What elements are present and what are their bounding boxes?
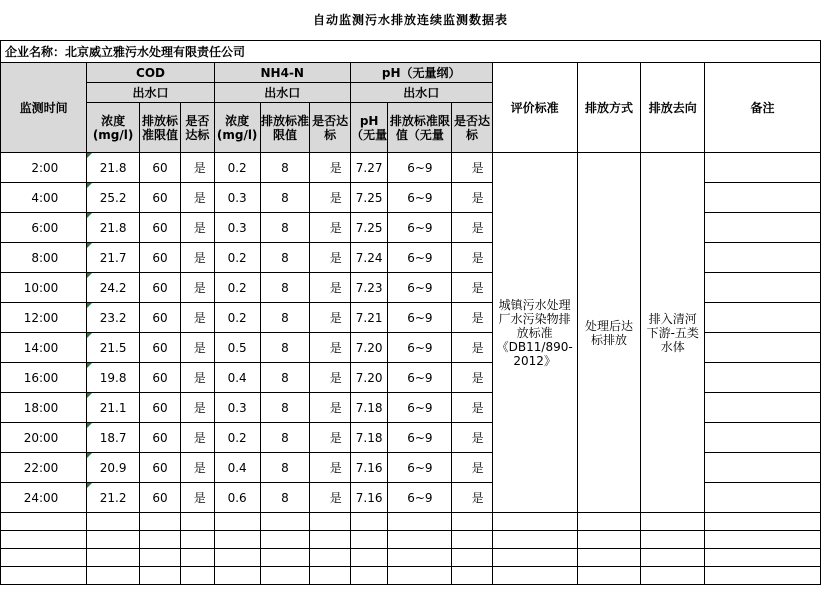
empty-cell[interactable] <box>214 531 260 549</box>
empty-cell[interactable] <box>87 513 140 531</box>
header-nh4n-conc: 浓度 (mg/l) <box>214 103 260 153</box>
cell-ph-limit[interactable]: 6~9 <box>388 393 452 423</box>
empty-cell[interactable] <box>181 549 215 567</box>
cell-cod-ok[interactable]: 是 <box>181 363 215 393</box>
cell-ph[interactable]: 7.20 <box>350 363 388 393</box>
cell-time[interactable]: 8:00 <box>1 243 87 273</box>
empty-cell[interactable] <box>577 567 641 585</box>
cell-nh4-limit[interactable]: 8 <box>260 243 310 273</box>
cell-ph-limit[interactable]: 6~9 <box>388 153 452 183</box>
empty-cell[interactable] <box>577 513 641 531</box>
cell-nh4[interactable]: 0.2 <box>214 273 260 303</box>
cell-cod-ok[interactable]: 是 <box>181 213 215 243</box>
cell-marker-icon <box>87 213 92 218</box>
cell-nh4-ok[interactable]: 是 <box>310 393 350 423</box>
header-standard: 评价标准 <box>492 63 577 153</box>
cell-ph[interactable]: 7.23 <box>350 273 388 303</box>
cell-nh4-limit[interactable]: 8 <box>260 213 310 243</box>
empty-cell[interactable] <box>181 513 215 531</box>
empty-row <box>1 549 821 567</box>
cell-nh4[interactable]: 0.2 <box>214 303 260 333</box>
cell-time[interactable]: 18:00 <box>1 393 87 423</box>
cell-remarks[interactable] <box>705 153 821 183</box>
cell-nh4-ok[interactable]: 是 <box>310 483 350 513</box>
cell-nh4-limit[interactable]: 8 <box>260 333 310 363</box>
empty-cell[interactable] <box>1 513 87 531</box>
cell-ph-limit[interactable]: 6~9 <box>388 423 452 453</box>
header-method: 排放方式 <box>577 63 641 153</box>
empty-cell[interactable] <box>388 531 452 549</box>
cell-nh4-limit[interactable]: 8 <box>260 393 310 423</box>
empty-cell[interactable] <box>214 549 260 567</box>
empty-cell[interactable] <box>705 531 821 549</box>
cell-nh4-limit[interactable]: 8 <box>260 483 310 513</box>
cell-cod-ok[interactable]: 是 <box>181 303 215 333</box>
cell-nh4-ok[interactable]: 是 <box>310 363 350 393</box>
cell-nh4-ok[interactable]: 是 <box>310 153 350 183</box>
empty-cell[interactable] <box>181 567 215 585</box>
cell-time[interactable]: 12:00 <box>1 303 87 333</box>
cell-remarks[interactable] <box>705 393 821 423</box>
cell-nh4-ok[interactable]: 是 <box>310 273 350 303</box>
empty-cell[interactable] <box>87 531 140 549</box>
empty-cell[interactable] <box>388 567 452 585</box>
cell-ph[interactable]: 7.18 <box>350 393 388 423</box>
cell-remarks[interactable] <box>705 273 821 303</box>
empty-cell[interactable] <box>260 513 310 531</box>
cell-cod-ok[interactable]: 是 <box>181 153 215 183</box>
cell-nh4[interactable]: 0.6 <box>214 483 260 513</box>
cell-cod-limit[interactable]: 60 <box>139 453 180 483</box>
header-nh4n: NH4-N <box>214 63 350 83</box>
header-time: 监测时间 <box>1 63 87 153</box>
empty-cell[interactable] <box>350 549 388 567</box>
cell-cod[interactable]: 21.2 <box>87 483 140 513</box>
cell-marker-icon <box>87 423 92 428</box>
cell-time[interactable]: 10:00 <box>1 273 87 303</box>
cell-ph-ok[interactable]: 是 <box>452 213 492 243</box>
empty-cell[interactable] <box>260 531 310 549</box>
cell-time[interactable]: 4:00 <box>1 183 87 213</box>
cell-nh4[interactable]: 0.2 <box>214 153 260 183</box>
empty-cell[interactable] <box>139 513 180 531</box>
empty-cell[interactable] <box>492 549 577 567</box>
empty-row <box>1 567 821 585</box>
empty-cell[interactable] <box>310 513 350 531</box>
cell-ph-limit[interactable]: 6~9 <box>388 303 452 333</box>
cell-nh4-ok[interactable]: 是 <box>310 423 350 453</box>
cell-ph-ok[interactable]: 是 <box>452 393 492 423</box>
empty-cell[interactable] <box>350 531 388 549</box>
cell-marker-icon <box>87 303 92 308</box>
cell-nh4-limit[interactable]: 8 <box>260 183 310 213</box>
cell-nh4-ok[interactable]: 是 <box>310 333 350 363</box>
header-ph-value: pH（无量 <box>350 103 388 153</box>
header-remarks: 备注 <box>705 63 821 153</box>
cell-cod[interactable]: 24.2 <box>87 273 140 303</box>
cell-nh4-ok[interactable]: 是 <box>310 213 350 243</box>
cell-ph[interactable]: 7.16 <box>350 483 388 513</box>
cell-marker-icon <box>87 393 92 398</box>
cell-time[interactable]: 20:00 <box>1 423 87 453</box>
cell-ph-ok[interactable]: 是 <box>452 183 492 213</box>
cell-nh4[interactable]: 0.2 <box>214 423 260 453</box>
cell-time[interactable]: 2:00 <box>1 153 87 183</box>
cell-ph-limit[interactable]: 6~9 <box>388 183 452 213</box>
cell-ph-limit[interactable]: 6~9 <box>388 453 452 483</box>
empty-cell[interactable] <box>452 531 492 549</box>
empty-cell[interactable] <box>87 567 140 585</box>
cell-remarks[interactable] <box>705 453 821 483</box>
header-cod-conc: 浓度 (mg/l) <box>87 103 140 153</box>
header-ph-outlet: 出水口 <box>350 83 492 103</box>
header-nh4n-outlet: 出水口 <box>214 83 350 103</box>
cell-cod-limit[interactable]: 60 <box>139 183 180 213</box>
cell-nh4-ok[interactable]: 是 <box>310 243 350 273</box>
header-nh4n-compliant: 是否达标 <box>310 103 350 153</box>
cell-ph-ok[interactable]: 是 <box>452 423 492 453</box>
cell-remarks[interactable] <box>705 243 821 273</box>
cell-marker-icon <box>87 483 92 488</box>
cell-cod-limit[interactable]: 60 <box>139 363 180 393</box>
empty-cell[interactable] <box>350 567 388 585</box>
cell-nh4[interactable]: 0.3 <box>214 183 260 213</box>
empty-cell[interactable] <box>705 567 821 585</box>
cell-ph-ok[interactable]: 是 <box>452 333 492 363</box>
empty-cell[interactable] <box>705 513 821 531</box>
cell-nh4-ok[interactable]: 是 <box>310 453 350 483</box>
empty-cell[interactable] <box>577 549 641 567</box>
company-name: 北京威立雅污水处理有限责任公司 <box>65 44 246 59</box>
empty-cell[interactable] <box>260 567 310 585</box>
empty-cell[interactable] <box>214 567 260 585</box>
cell-cod[interactable]: 23.2 <box>87 303 140 333</box>
cell-cod[interactable]: 19.8 <box>87 363 140 393</box>
cell-ph-limit[interactable]: 6~9 <box>388 213 452 243</box>
cell-cod[interactable]: 21.7 <box>87 243 140 273</box>
cell-cod[interactable]: 21.8 <box>87 153 140 183</box>
empty-cell[interactable] <box>139 567 180 585</box>
header-cod-limit: 排放标准限值 <box>139 103 180 153</box>
cell-remarks[interactable] <box>705 333 821 363</box>
cell-nh4-limit[interactable]: 8 <box>260 453 310 483</box>
cell-cod-limit[interactable]: 60 <box>139 333 180 363</box>
cell-cod[interactable]: 20.9 <box>87 453 140 483</box>
empty-cell[interactable] <box>139 531 180 549</box>
header-nh4n-limit: 排放标准限值 <box>260 103 310 153</box>
empty-cell[interactable] <box>452 567 492 585</box>
empty-cell[interactable] <box>641 549 705 567</box>
cell-ph-ok[interactable]: 是 <box>452 243 492 273</box>
header-ph: pH（无量纲） <box>350 63 492 83</box>
cell-time[interactable]: 22:00 <box>1 453 87 483</box>
cell-cod-ok[interactable]: 是 <box>181 243 215 273</box>
cell-ph[interactable]: 7.20 <box>350 333 388 363</box>
cell-nh4-ok[interactable]: 是 <box>310 183 350 213</box>
cell-ph[interactable]: 7.27 <box>350 153 388 183</box>
empty-cell[interactable] <box>641 531 705 549</box>
cell-ph-limit[interactable]: 6~9 <box>388 483 452 513</box>
empty-cell[interactable] <box>641 513 705 531</box>
empty-cell[interactable] <box>181 531 215 549</box>
header-ph-compliant: 是否达标 <box>452 103 492 153</box>
empty-row <box>1 531 821 549</box>
empty-cell[interactable] <box>310 531 350 549</box>
cell-cod-limit[interactable]: 60 <box>139 393 180 423</box>
cell-ph-limit[interactable]: 6~9 <box>388 363 452 393</box>
empty-cell[interactable] <box>388 513 452 531</box>
cell-ph-ok[interactable]: 是 <box>452 153 492 183</box>
cell-ph-ok[interactable]: 是 <box>452 483 492 513</box>
cell-remarks[interactable] <box>705 183 821 213</box>
cell-ph-ok[interactable]: 是 <box>452 363 492 393</box>
cell-ph[interactable]: 7.25 <box>350 213 388 243</box>
cell-ph[interactable]: 7.18 <box>350 423 388 453</box>
cell-ph-limit[interactable]: 6~9 <box>388 243 452 273</box>
cell-marker-icon <box>87 153 92 158</box>
cell-time[interactable]: 16:00 <box>1 363 87 393</box>
cell-remarks[interactable] <box>705 303 821 333</box>
page-title: 自动监测污水排放连续监测数据表 <box>312 13 508 27</box>
header-destination: 排放去向 <box>641 63 705 153</box>
cell-nh4[interactable]: 0.3 <box>214 393 260 423</box>
company-line <box>1 41 821 63</box>
cell-cod-limit[interactable]: 60 <box>139 213 180 243</box>
cell-time[interactable]: 24:00 <box>1 483 87 513</box>
cell-nh4[interactable]: 0.4 <box>214 363 260 393</box>
cell-nh4-limit[interactable]: 8 <box>260 363 310 393</box>
empty-cell[interactable] <box>1 531 87 549</box>
cell-cod-limit[interactable]: 60 <box>139 303 180 333</box>
cell-cod[interactable]: 21.1 <box>87 393 140 423</box>
destination-cell[interactable]: 排入清河下游-五类水体 <box>641 153 705 513</box>
empty-cell[interactable] <box>214 513 260 531</box>
cell-time[interactable]: 6:00 <box>1 213 87 243</box>
empty-cell[interactable] <box>1 549 87 567</box>
cell-marker-icon <box>87 453 92 458</box>
cell-nh4[interactable]: 0.2 <box>214 243 260 273</box>
cell-nh4[interactable]: 0.4 <box>214 453 260 483</box>
cell-remarks[interactable] <box>705 423 821 453</box>
cell-ph-ok[interactable]: 是 <box>452 303 492 333</box>
cell-nh4-limit[interactable]: 8 <box>260 273 310 303</box>
cell-cod-limit[interactable]: 60 <box>139 273 180 303</box>
empty-cell[interactable] <box>87 549 140 567</box>
cell-remarks[interactable] <box>705 363 821 393</box>
cell-marker-icon <box>87 243 92 248</box>
cell-cod-ok[interactable]: 是 <box>181 453 215 483</box>
header-cod: COD <box>87 63 214 83</box>
cell-cod[interactable]: 25.2 <box>87 183 140 213</box>
empty-cell[interactable] <box>388 549 452 567</box>
cell-cod[interactable]: 21.8 <box>87 213 140 243</box>
cell-cod-ok[interactable]: 是 <box>181 393 215 423</box>
cell-nh4[interactable]: 0.3 <box>214 213 260 243</box>
cell-nh4-limit[interactable]: 8 <box>260 423 310 453</box>
header-ph-limit: 排放标准限值（无量 <box>388 103 452 153</box>
cell-cod-limit[interactable]: 60 <box>139 243 180 273</box>
cell-cod-limit[interactable]: 60 <box>139 153 180 183</box>
empty-cell[interactable] <box>139 549 180 567</box>
cell-cod[interactable]: 21.5 <box>87 333 140 363</box>
company-label: 企业名称： <box>5 44 66 59</box>
cell-nh4-limit[interactable]: 8 <box>260 153 310 183</box>
empty-row <box>1 513 821 531</box>
empty-cell[interactable] <box>705 549 821 567</box>
cell-cod-ok[interactable]: 是 <box>181 333 215 363</box>
cell-remarks[interactable] <box>705 483 821 513</box>
table-row <box>1 153 821 183</box>
standard-cell[interactable]: 城镇污水处理厂水污染物排放标准《DB11/890-2012》 <box>492 153 577 513</box>
cell-cod-limit[interactable]: 60 <box>139 423 180 453</box>
empty-cell[interactable] <box>452 549 492 567</box>
empty-cell[interactable] <box>492 567 577 585</box>
cell-ph-limit[interactable]: 6~9 <box>388 273 452 303</box>
empty-cell[interactable] <box>492 531 577 549</box>
cell-remarks[interactable] <box>705 213 821 243</box>
empty-cell[interactable] <box>641 567 705 585</box>
header-cod-outlet: 出水口 <box>87 83 214 103</box>
method-cell[interactable]: 处理后达标排放 <box>577 153 641 513</box>
cell-cod-ok[interactable]: 是 <box>181 183 215 213</box>
cell-ph[interactable]: 7.16 <box>350 453 388 483</box>
empty-cell[interactable] <box>492 513 577 531</box>
cell-nh4[interactable]: 0.5 <box>214 333 260 363</box>
cell-cod-ok[interactable]: 是 <box>181 423 215 453</box>
cell-ph[interactable]: 7.21 <box>350 303 388 333</box>
cell-marker-icon <box>87 363 92 368</box>
empty-cell[interactable] <box>577 531 641 549</box>
cell-cod-ok[interactable]: 是 <box>181 273 215 303</box>
cell-cod[interactable]: 18.7 <box>87 423 140 453</box>
cell-ph[interactable]: 7.24 <box>350 243 388 273</box>
empty-cell[interactable] <box>310 549 350 567</box>
empty-cell[interactable] <box>260 549 310 567</box>
empty-cell[interactable] <box>310 567 350 585</box>
cell-ph-limit[interactable]: 6~9 <box>388 333 452 363</box>
cell-ph[interactable]: 7.25 <box>350 183 388 213</box>
cell-nh4-ok[interactable]: 是 <box>310 303 350 333</box>
cell-ph-ok[interactable]: 是 <box>452 273 492 303</box>
cell-cod-ok[interactable]: 是 <box>181 483 215 513</box>
empty-cell[interactable] <box>350 513 388 531</box>
cell-ph-ok[interactable]: 是 <box>452 453 492 483</box>
cell-marker-icon <box>87 273 92 278</box>
cell-marker-icon <box>87 183 92 188</box>
cell-marker-icon <box>87 333 92 338</box>
cell-nh4-limit[interactable]: 8 <box>260 303 310 333</box>
cell-cod-limit[interactable]: 60 <box>139 483 180 513</box>
empty-cell[interactable] <box>1 567 87 585</box>
empty-cell[interactable] <box>452 513 492 531</box>
header-cod-compliant: 是否达标 <box>181 103 215 153</box>
cell-time[interactable]: 14:00 <box>1 333 87 363</box>
